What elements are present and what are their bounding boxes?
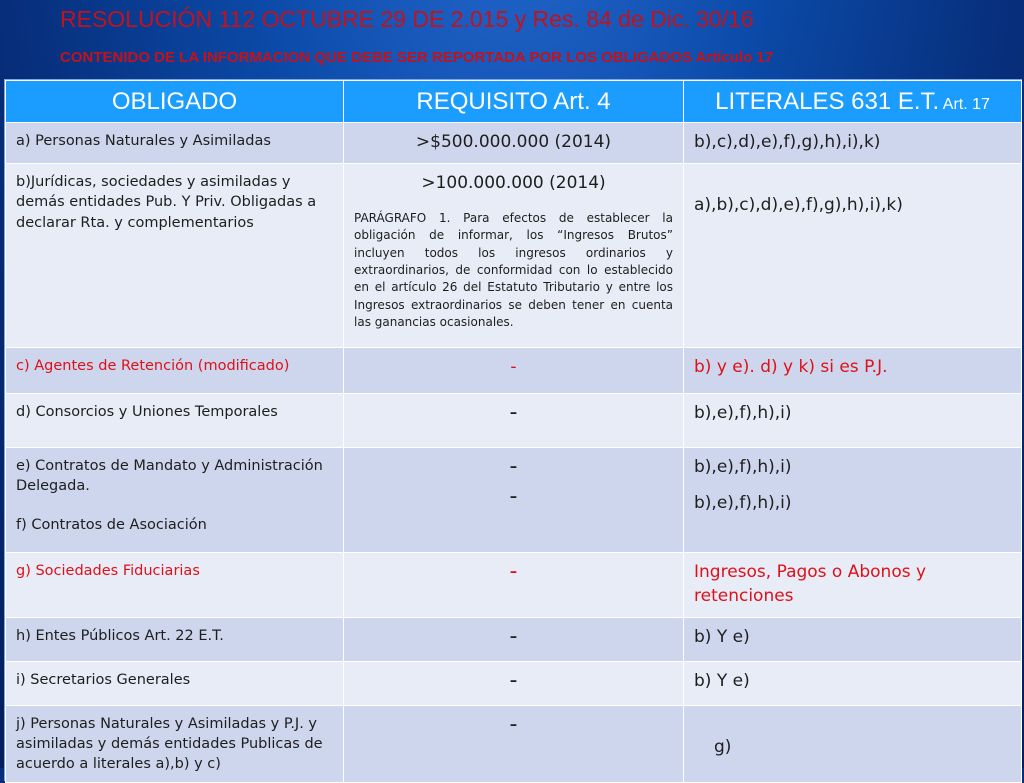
cell-obligado: c) Agentes de Retención (modificado) bbox=[6, 348, 344, 394]
cell-literales: b),e),f),h),i) bbox=[684, 394, 1022, 448]
table-row bbox=[6, 448, 1022, 553]
dash-value: - bbox=[509, 711, 518, 737]
requisito-value: >100.000.000 (2014) bbox=[421, 173, 606, 193]
dash-value: - bbox=[509, 559, 518, 584]
header-literales-main: LITERALES 631 E.T. bbox=[715, 87, 940, 115]
cell-literales: b) Y e) bbox=[684, 617, 1022, 661]
cell-requisito bbox=[344, 617, 684, 661]
table-row bbox=[6, 394, 1022, 448]
table-row bbox=[6, 164, 1022, 348]
cell-obligado: a) Personas Naturales y Asimiladas bbox=[6, 123, 344, 164]
cell-obligado: h) Entes Públicos Art. 22 E.T. bbox=[6, 617, 344, 661]
dash-value: - bbox=[509, 400, 518, 425]
cell-requisito bbox=[344, 448, 684, 553]
cell-obligado: j) Personas Naturales y Asimiladas y P.J. y asimiladas y demás entidades Publicas de acuerdo a literales a),b) y c) bbox=[6, 705, 344, 783]
cell-literales: g) bbox=[684, 705, 1022, 783]
table-row bbox=[6, 705, 1022, 783]
cell-obligado bbox=[6, 448, 344, 553]
header-requisito: REQUISITO Art. 4 bbox=[344, 81, 684, 123]
cell-requisito bbox=[344, 661, 684, 705]
cell-requisito: - bbox=[344, 348, 684, 394]
header-obligado: OBLIGADO bbox=[6, 81, 344, 123]
cell-literales: b) y e). d) y k) si es P.J. bbox=[684, 348, 1022, 394]
cell-literales: b),c),d),e),f),g),h),i),k) bbox=[684, 123, 1022, 164]
dash-value: - bbox=[509, 454, 518, 479]
cell-requisito bbox=[344, 394, 684, 448]
header-literales bbox=[684, 81, 1022, 123]
obligados-table bbox=[4, 79, 1022, 781]
cell-literales: Ingresos, Pagos o Abonos y retenciones bbox=[684, 553, 1022, 618]
obligado-mandato: e) Contratos de Mandato y Administración Delegada. bbox=[16, 458, 323, 495]
cell-obligado: i) Secretarios Generales bbox=[6, 661, 344, 705]
dash-value: - bbox=[509, 667, 518, 693]
cell-obligado: b)Jurídicas, sociedades y asimiladas y demás entidades Pub. Y Priv. Obligadas a declarar Rta. y complementarios bbox=[6, 164, 344, 348]
cell-requisito bbox=[344, 553, 684, 618]
cell-literales bbox=[684, 448, 1022, 553]
table-row bbox=[6, 123, 1022, 164]
table-row bbox=[6, 617, 1022, 661]
table-row bbox=[6, 553, 1022, 618]
table-row bbox=[6, 348, 1022, 394]
obligado-asociacion: f) Contratos de Asociación bbox=[16, 516, 207, 533]
paragrafo-text: PARÁGRAFO 1. Para efectos de establecer la obligación de informar, los “Ingresos Brutos” incluyen todos los ingresos ordinarios y extraordinarios, de conformidad con lo establecido en el artículo 26 del Estatuto Tributario y entre los Ingresos extraordinarios se deben tener en cuenta las ganancias ocasionales. bbox=[354, 210, 673, 330]
header-literales-small: Art. 17 bbox=[939, 95, 990, 113]
literales-mandato: b),e),f),h),i) bbox=[694, 457, 792, 477]
table-header-row bbox=[6, 81, 1022, 123]
cell-obligado: d) Consorcios y Uniones Temporales bbox=[6, 394, 344, 448]
slide-title: RESOLUCIÓN 112 OCTUBRE 29 DE 2.015 y Res. 84 de Dic. 30/16 bbox=[60, 6, 754, 32]
cell-literales: b) Y e) bbox=[684, 661, 1022, 705]
cell-requisito: >$500.000.000 (2014) bbox=[344, 123, 684, 164]
cell-obligado: g) Sociedades Fiduciarias bbox=[6, 553, 344, 618]
cell-literales: a),b),c),d),e),f),g),h),i),k) bbox=[684, 164, 1022, 348]
dash-value: - bbox=[509, 623, 518, 649]
cell-requisito bbox=[344, 705, 684, 783]
table-row bbox=[6, 661, 1022, 705]
cell-requisito bbox=[344, 164, 684, 348]
slide-subtitle: CONTENIDO DE LA INFORMACION QUE DEBE SER REPORTADA POR LOS OBLIGADOS Artículo 17 bbox=[60, 49, 774, 66]
literales-asociacion: b),e),f),h),i) bbox=[694, 492, 792, 513]
dash-value: - bbox=[509, 484, 518, 509]
